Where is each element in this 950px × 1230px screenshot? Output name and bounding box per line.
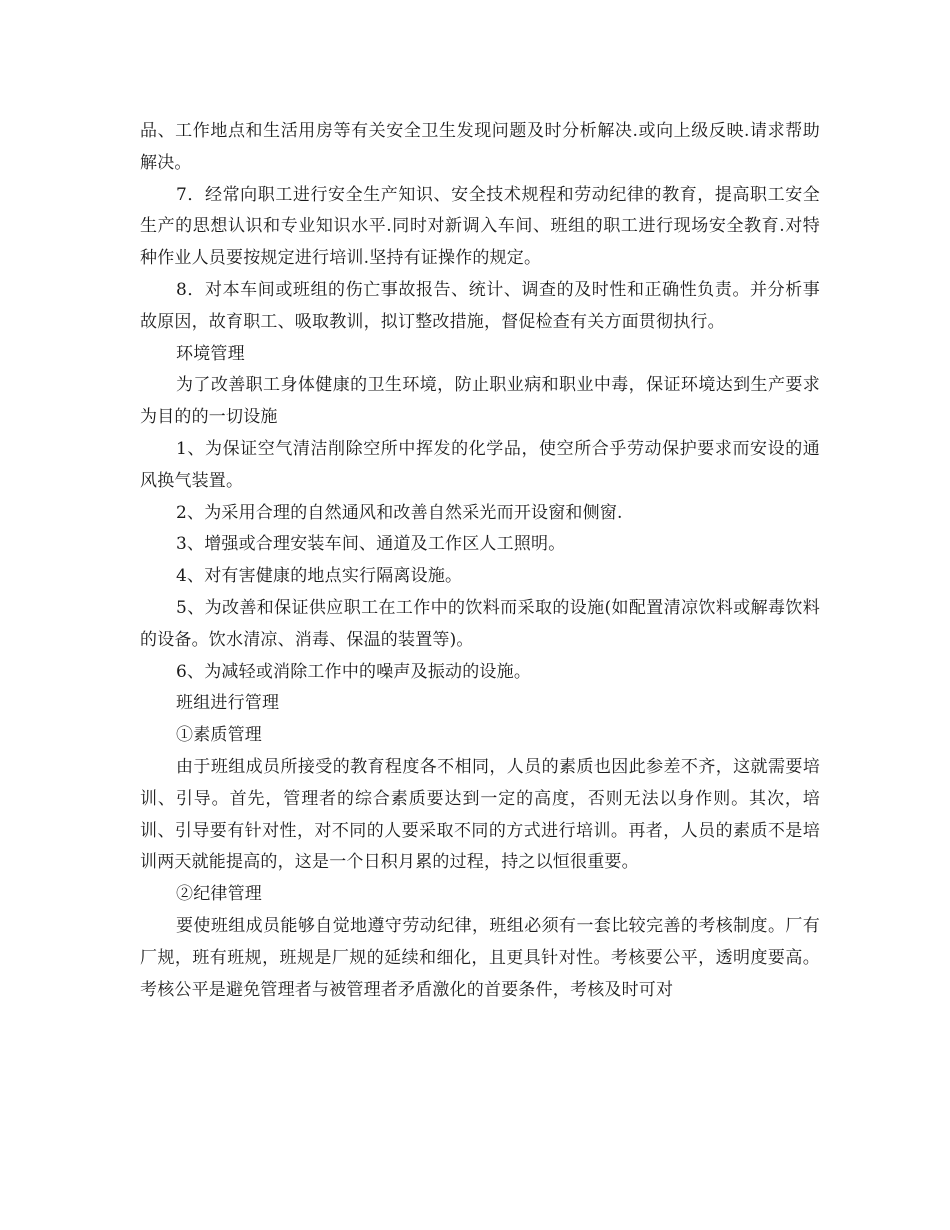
section-heading-team-management: 班组进行管理 — [176, 693, 280, 714]
section-heading-environment: 环境管理 — [176, 343, 245, 364]
paragraph-quality-management: 由于班组成员所接受的教育程度各不相同，人员的素质也因此参差不齐，这就需要培训、引导。首先，管理者的综合素质要达到一定的高度，否则无法以身作则。其次，培训、引导要有针对性，对不同的人要采取不同的方式进行培训。再者，人员的素质不是培训两天就能提高的，这是一个日积月累的过程，持之以恒很重要。 — [140, 756, 820, 873]
paragraph-item-8: 8．对本车间或班组的伤亡事故报告、统计、调查的及时性和正确性负责。并分析事故原因，故育职工、吸取教训，拟订整改措施，督促检查有关方面贯彻执行。 — [140, 279, 820, 332]
paragraph-continuation: 品、工作地点和生活用房等有关安全卫生发现问题及时分析解决.或向上级反映.请求帮助解决。 — [140, 121, 820, 173]
paragraph-item-7: 7．经常向职工进行安全生产知识、安全技术规程和劳动纪律的教育，提高职工安全生产的思想认识和专业知识水平.同时对新调入车间、班组的职工进行现场安全教育.对特种作业人员要按规定进行培训.坚持有证操作的规定。 — [140, 184, 820, 269]
document-body — [140, 116, 820, 1006]
paragraph-discipline-management: 要使班组成员能够自觉地遵守劳动纪律，班组必须有一套比较完善的考核制度。厂有厂规，班有班规，班规是厂规的延续和细化，且更具针对性。考核要公平，透明度要高。考核公平是避免管理者与被管理者矛盾激化的首要条件，考核及时可对 — [140, 915, 820, 1000]
list-item-6: 6、为减轻或消除工作中的噪声及振动的设施。 — [176, 661, 532, 682]
list-item-4: 4、对有害健康的地点实行隔离设施。 — [176, 566, 463, 587]
subheading-quality-management: ①素质管理 — [176, 725, 262, 746]
list-item-3: 3、增强或合理安装车间、通道及工作区人工照明。 — [176, 534, 566, 555]
list-item-5: 5、为改善和保证供应职工在工作中的饮料而采取的设施(如配置清凉饮料或解毒饮料的设备。饮水清凉、消毒、保温的装置等)。 — [140, 597, 820, 650]
list-item-1: 1、为保证空气清洁削除空所中挥发的化学品，使空所合乎劳动保护要求而安设的通风换气装置。 — [140, 438, 820, 491]
subheading-discipline-management: ②纪律管理 — [176, 884, 262, 905]
list-item-2: 2、为采用合理的自然通风和改善自然采光而开设窗和侧窗. — [176, 502, 623, 523]
paragraph-environment-intro: 为了改善职工身体健康的卫生环境，防止职业病和职业中毒，保证环境达到生产要求为目的的一切设施 — [140, 375, 820, 428]
